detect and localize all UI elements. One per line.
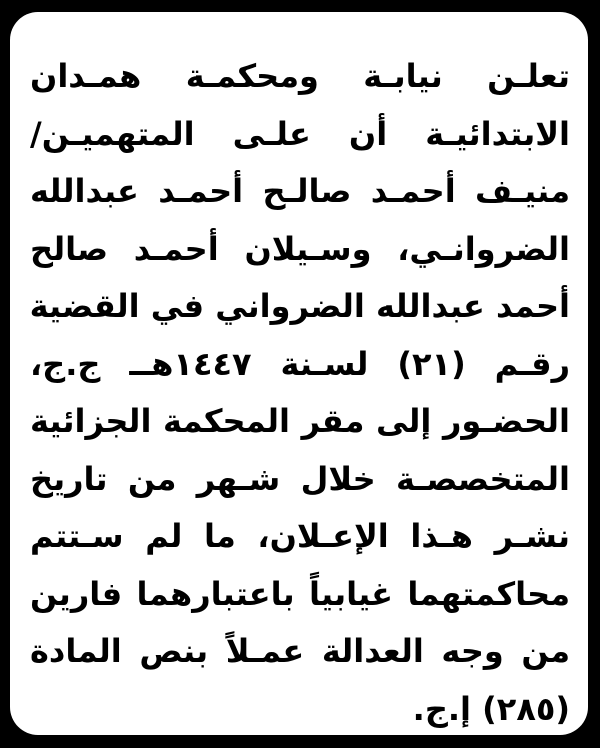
notice-text	[30, 48, 570, 738]
notice-line: الحضـور إلى مقر المحكمة الجزائية	[30, 402, 570, 440]
notice-line: الابتدائيـة أن علـى المتهميـن/	[30, 114, 570, 153]
notice-line: المتخصصـة خلال شـهر من تاريخ	[30, 459, 570, 498]
notice-line: محاكمتهما غيابياً باعتبارهما فارين	[30, 574, 570, 613]
notice-line: منيـف أحمـد صالـح أحمـد عبدالله	[30, 172, 570, 210]
notice-line-last: (٢٨٥) إ.ج.	[412, 689, 570, 728]
notice-line: الضروانـي، وسـيلان أحمـد صالح	[30, 229, 570, 268]
notice-line: أحمد عبدالله الضرواني في القضية	[30, 287, 570, 325]
notice-line: تعلـن نيابـة ومحكمـة همـدان	[30, 57, 570, 95]
notice-line: نشـر هـذا الإعـلان، ما لم سـتتم	[30, 517, 570, 555]
notice-line: من وجه العدالة عمـلاً بنص المادة	[30, 632, 570, 670]
notice-line: رقـم (٢١) لسـنة ١٤٤٧هــ ج.ج،	[30, 344, 570, 383]
